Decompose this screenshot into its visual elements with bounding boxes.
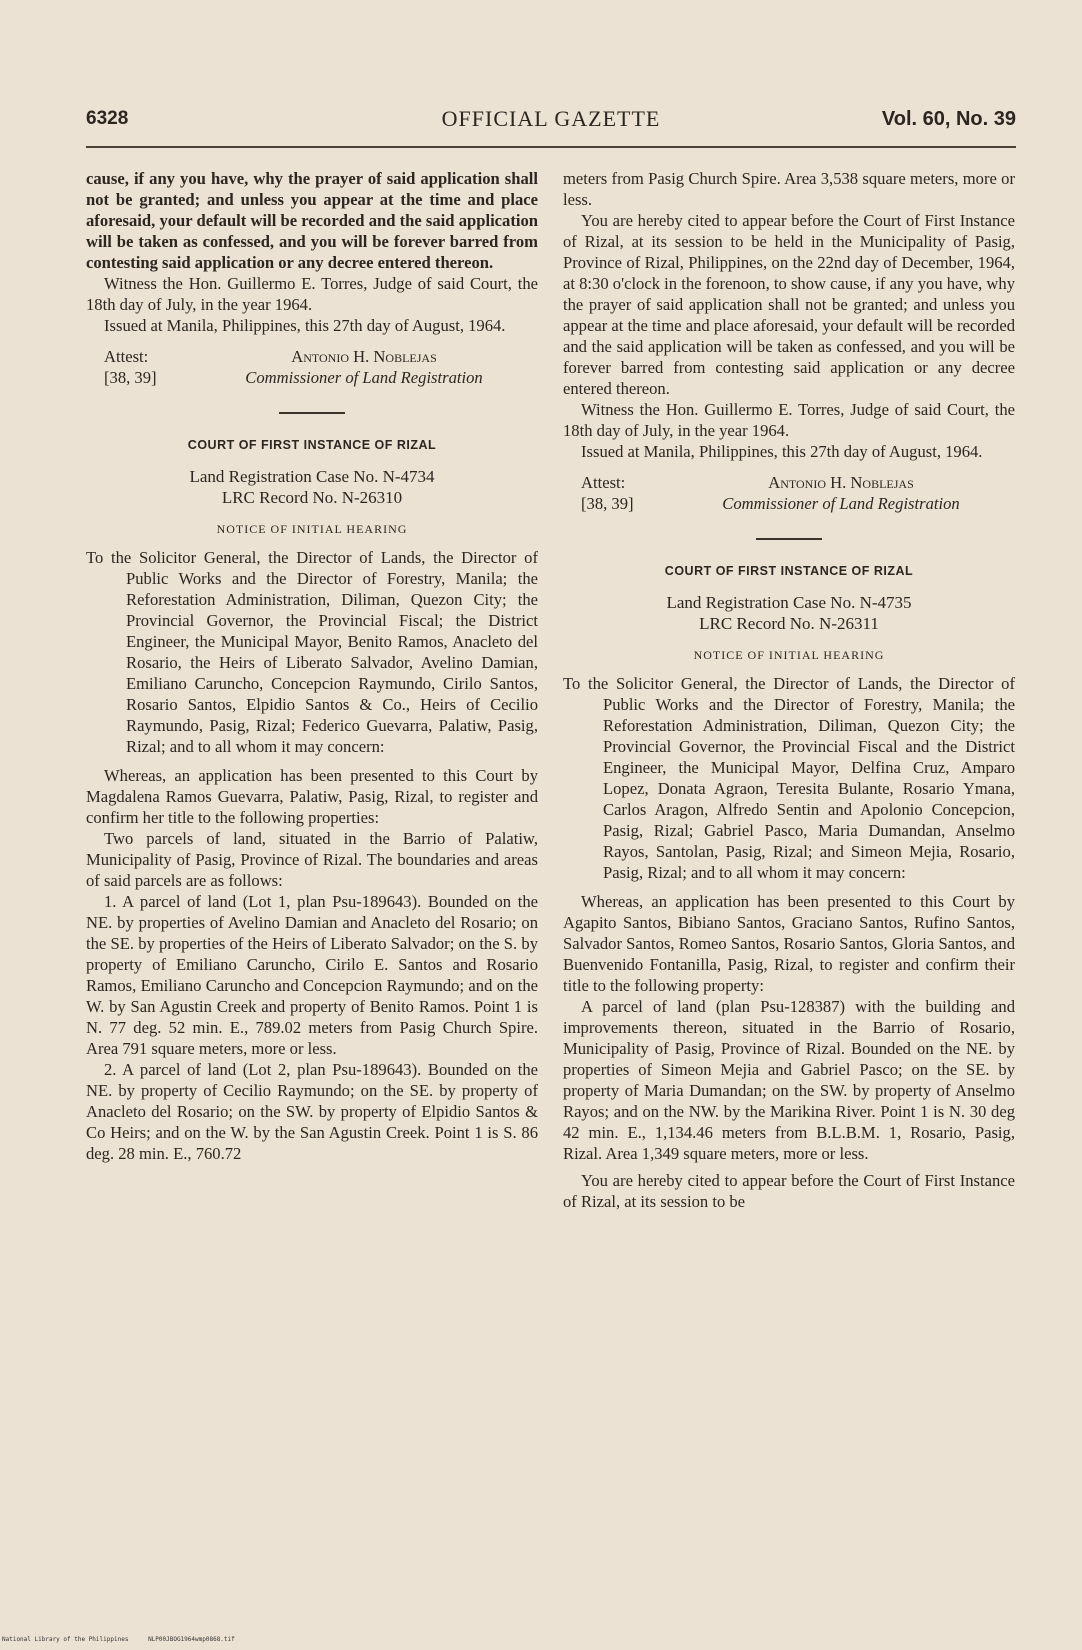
right-column (563, 168, 1015, 1212)
attest-title: Commissioner of Land Registration (722, 494, 960, 513)
attest-title: Commissioner of Land Registration (245, 368, 483, 387)
volume-number: Vol. 60, No. 39 (881, 108, 1016, 130)
attest-block (86, 346, 538, 388)
paragraph: Whereas, an application has been presented to this Court by Agapito Santos, Bibiano Santos, Graciano Santos, Rufino Santos, Salvador Santos, Romeo Santos, Rosario Santos, Gloria Santos, and Buenvenido Fontanilla, Pasig, Rizal, to register and confirm their title to the following property: (563, 892, 1015, 995)
scan-footer (2, 1636, 251, 1643)
record-number: LRC Record No. N-26310 (221, 488, 403, 507)
attest-block (563, 472, 1015, 514)
paragraph: Two parcels of land, situated in the Barrio of Palatiw, Municipality of Pasig, Province of Rizal. The boundaries and areas of said parcels are as follows: (86, 829, 538, 890)
paragraph: cause, if any you have, why the prayer of said application shall not be granted; and unless you appear at the time and place aforesaid, your default will be recorded and the said application will be taken as confessed, and you will be forever barred from contesting said application or any decree entered thereon. (86, 169, 538, 272)
paragraph: 2. A parcel of land (Lot 2, plan Psu-189643). Bounded on the NE. by property of Cecilio Raymundo; on the SE. by property of Anacleto del Rosario; on the SW. by property of Elpidio Santos & Co Heirs; and on the W. by the San Agustin Creek. Point 1 is S. 86 deg. 28 min. E., 760.72 (86, 1060, 538, 1163)
paragraph: Whereas, an application has been presented to this Court by Magdalena Ramos Guevarra, Palatiw, Pasig, Rizal, to register and confirm her title to the following properties: (86, 766, 538, 827)
page-number: 6328 (86, 108, 129, 129)
court-heading: COURT OF FIRST INSTANCE OF RIZAL (664, 564, 914, 578)
paragraph: Witness the Hon. Guillermo E. Torres, Judge of said Court, the 18th day of July, in the year 1964. (563, 400, 1015, 440)
library-credit: National Library of the Philippines (2, 1636, 129, 1643)
page-header (86, 108, 1016, 140)
addressees: To the Solicitor General, the Director of Lands, the Director of Public Works and the Director of Forestry, Manila; the Reforestation Administration, Diliman, Quezon City; the Provincial Governor, the Provincial Fiscal; the District Engineer, the Municipal Mayor, Benito Ramos, Anacleto del Rosario, the Heirs of Liberato Salvador, Avelino Damian, Emiliano Caruncho, Concepcion Raymundo, Cirilo Santos, Rosario Santos, Elpidio Santos & Co., Heirs of Cecilio Raymundo, Pasig, Rizal; Federico Guevarra, Palatiw, Pasig, Rizal; and to all whom it may concern: (86, 548, 538, 756)
attest-name: Antonio H. Noblejas (768, 473, 914, 492)
paragraph: You are hereby cited to appear before the Court of First Instance of Rizal, at its session to be (563, 1171, 1015, 1211)
paragraph: meters from Pasig Church Spire. Area 3,538 square meters, more or less. (563, 169, 1015, 209)
section-divider (279, 412, 345, 414)
header-rule (86, 146, 1016, 148)
case-number: Land Registration Case No. N-4735 (666, 593, 912, 612)
notice-heading: NOTICE OF INITIAL HEARING (693, 648, 885, 662)
paragraph: 1. A parcel of land (Lot 1, plan Psu-189643). Bounded on the NE. by properties of Avelino Damian and Anacleto del Rosario; on the SE. by properties of the Heirs of Liberato Salvador; on the S. by property of Emiliano Caruncho, Cirilo E. Santos and Rosario Ramos, Emiliano Caruncho and Concepcion Raymundo; and on the W. by San Agustin Creek and property of Benito Ramos. Point 1 is N. 77 deg. 52 min. E., 789.02 meters from Pasig Church Spire. Area 791 square meters, more or less. (86, 892, 538, 1058)
left-column (86, 168, 538, 1164)
paragraph: You are hereby cited to appear before the Court of First Instance of Rizal, at its session to be held in the Municipality of Pasig, Province of Rizal, Philippines, on the 22nd day of December, 1964, at 8:30 o'clock in the forenoon, to show cause, if any you have, why the prayer of said application shall not be granted; and unless you appear at the time and place aforesaid, your default will be recorded and the said application will be taken as confessed, and you will be forever barred from contesting said application or any decree entered thereon. (563, 211, 1015, 398)
file-name: NLP00JBOG1964wmp0868.tif (148, 1636, 235, 1643)
addressees: To the Solicitor General, the Director of Lands, the Director of Public Works and the Director of Forestry, Manila; the Reforestation Administration, Diliman, Quezon City; the Provincial Governor, the Provincial Fiscal and the District Engineer, the Municipal Mayor, Delfina Cruz, Amparo Lopez, Donata Agraon, Teresita Bulante, Rosario Ymana, Carlos Aragon, Alfredo Sentin and Apolonio Concepcion, Pasig, Rizal; Gabriel Pasco, Maria Dumandan, Anselmo Rayos, Santolan, Pasig, Rizal; and Simeon Mejia, Rosario, Pasig, Rizal; and to all whom it may concern: (563, 674, 1015, 882)
paragraph: Issued at Manila, Philippines, this 27th day of August, 1964. (581, 442, 983, 461)
attest-label: Attest: (104, 347, 149, 366)
attest-ref: [38, 39] (104, 368, 157, 387)
attest-name: Antonio H. Noblejas (291, 347, 437, 366)
publication-title: OFFICIAL GAZETTE (441, 106, 661, 131)
paragraph: Witness the Hon. Guillermo E. Torres, Judge of said Court, the 18th day of July, in the year 1964. (86, 274, 538, 314)
case-number: Land Registration Case No. N-4734 (189, 467, 435, 486)
court-heading: COURT OF FIRST INSTANCE OF RIZAL (187, 438, 437, 452)
notice-heading: NOTICE OF INITIAL HEARING (216, 522, 408, 536)
attest-ref: [38, 39] (581, 494, 634, 513)
paragraph: Issued at Manila, Philippines, this 27th day of August, 1964. (104, 316, 506, 335)
record-number: LRC Record No. N-26311 (699, 614, 879, 633)
attest-label: Attest: (581, 473, 626, 492)
paragraph: A parcel of land (plan Psu-128387) with the building and improvements thereon, situated in the Barrio of Rosario, Municipality of Pasig, Province of Rizal. Bounded on the NE. by properties of Simeon Mejia and Gabriel Pasco; on the SE. by property of Maria Dumandan; on the SW. by property of Anselmo Rayos; and on the NW. by the Marikina River. Point 1 is N. 30 deg 42 min. E., 1,134.46 meters from B.L.B.M. 1, Rosario, Pasig, Rizal. Area 1,349 square meters, more or less. (563, 997, 1015, 1163)
section-divider (756, 538, 822, 540)
